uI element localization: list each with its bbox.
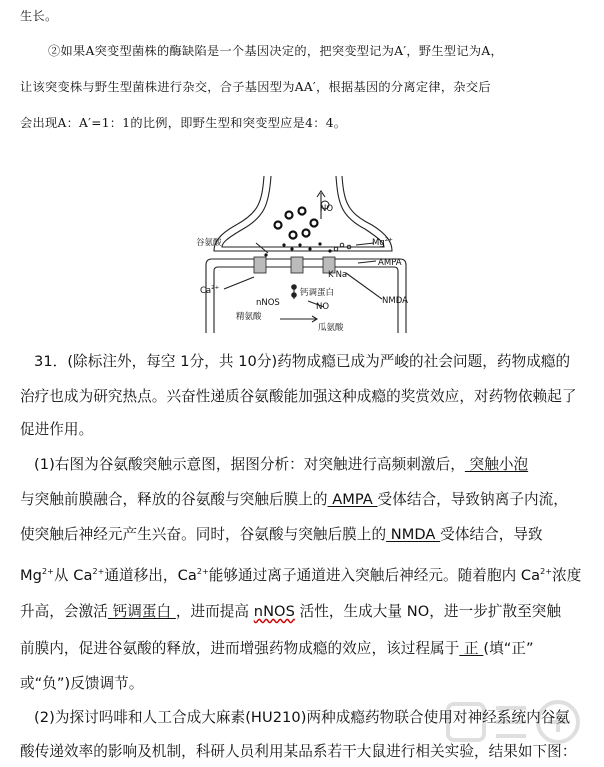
calmodulin-label: 钙调蛋白 bbox=[300, 288, 335, 298]
text-line: 治疗也成为研究热点。兴奋性递质谷氨酸能加强这种成瘾的奖赏效应，对药物依赖起了 bbox=[20, 388, 577, 405]
text-line bbox=[20, 488, 568, 509]
answer-blank: 正 bbox=[459, 640, 484, 657]
glutamate-molecules bbox=[264, 242, 331, 256]
answer-blank: NMDA bbox=[386, 526, 441, 543]
text-segment: 从 Ca bbox=[53, 567, 93, 584]
text-segment: 浓度 bbox=[552, 567, 582, 584]
text-segment: 能够通过离子通道进入突触后神经元。随着胞内 Ca bbox=[208, 567, 541, 584]
text-segment: 通道移出，Ca bbox=[104, 567, 197, 584]
text-line: 让该突变株与野生型菌株进行杂交，合子基因型为AA′，根据基因的分离定律，杂交后 bbox=[20, 80, 491, 94]
text-segment: 受体结合，导致 bbox=[440, 526, 543, 543]
text-line bbox=[20, 600, 561, 621]
postsynaptic-membrane-inner bbox=[214, 267, 398, 333]
text-segment: 与突触前膜融合，释放的谷氨酸与突触后膜上的 bbox=[20, 491, 328, 508]
answer-blank: AMPA bbox=[327, 491, 378, 508]
text-segment: (1)右图为谷氨酸突触示意图，据图分析：对突触进行高频刺激后， bbox=[34, 456, 465, 473]
text-line: ②如果A突变型菌株的酶缺陷是一个基因决定的，把突变型记为A′，野生型记为A， bbox=[48, 44, 503, 58]
text-segment: nNOS bbox=[253, 603, 295, 620]
text-line bbox=[20, 637, 534, 658]
answer-blank: 钙调蛋白 bbox=[107, 603, 176, 620]
watermark-logo bbox=[440, 690, 590, 760]
glutamate-label: 谷氨酸 bbox=[196, 238, 222, 248]
question-part-1 bbox=[34, 453, 528, 474]
question-31-heading: 31．(除标注外，每空 1分，共 10分)药物成瘾已成为严峻的社会问题，药物成瘾的 bbox=[34, 353, 571, 370]
text-segment: (填“正” bbox=[483, 640, 534, 657]
k-na-label: K Na bbox=[328, 270, 348, 280]
answer-blank: 突触小泡 bbox=[464, 456, 529, 473]
no-label-bottom: NO bbox=[316, 302, 330, 312]
text-line: 生长。 bbox=[20, 9, 58, 23]
superscript: 2+ bbox=[41, 567, 54, 576]
text-line bbox=[20, 523, 543, 544]
receptors bbox=[254, 257, 335, 273]
ca-label: $Ca^{2+}$ bbox=[200, 285, 220, 296]
text-segment: 前膜内，促进谷氨酸的释放，进而增强药物成瘾的效应，该过程属于 bbox=[20, 640, 460, 657]
synapse-diagram bbox=[196, 173, 416, 333]
text-segment: Mg bbox=[20, 567, 42, 584]
question-part-2: (2)为探讨吗啡和人工合成大麻素(HU210)两种成瘾药物联合使用对神经系统内谷氨 bbox=[34, 709, 571, 726]
leader-line bbox=[346, 273, 382, 299]
text-line bbox=[20, 564, 581, 585]
text-segment: 活性，生成大量 NO，进一步扩散至突触 bbox=[294, 603, 562, 620]
no-label-top: NO bbox=[320, 204, 334, 214]
mg-label: $Mg^{2+}$ bbox=[372, 237, 393, 248]
text-line: 酸传递效率的影响及机制，科研人员利用某品系若干大鼠进行相关实验，结果如下图： bbox=[20, 743, 577, 760]
leader-line bbox=[224, 277, 254, 289]
text-line: 会出现A：A′=1：1的比例，即野生型和突变型应是4：4。 bbox=[20, 116, 347, 130]
citrulline-label: 瓜氨酸 bbox=[318, 323, 344, 333]
arginine-label: 精氨酸 bbox=[236, 312, 262, 322]
text-segment: 升高，会激活 bbox=[20, 603, 108, 620]
text-line: 或“负”)反馈调节。 bbox=[20, 675, 144, 692]
superscript: 2+ bbox=[196, 567, 209, 576]
ampa-label: AMPA bbox=[378, 258, 402, 268]
nnos-label: nNOS bbox=[256, 298, 280, 308]
superscript: 2+ bbox=[540, 567, 553, 576]
text-segment: 受体结合，导致钠离子内流， bbox=[377, 491, 568, 508]
text-line: 促进作用。 bbox=[20, 421, 94, 438]
synaptic-vesicles bbox=[275, 208, 318, 239]
text-segment: 使突触后神经元产生兴奋。同时，谷氨酸与突触后膜上的 bbox=[20, 526, 387, 543]
superscript: 2+ bbox=[92, 567, 105, 576]
nmda-label: NMDA bbox=[382, 296, 408, 306]
text-segment: ，进而提高 bbox=[175, 603, 254, 620]
leader-line bbox=[358, 261, 376, 263]
